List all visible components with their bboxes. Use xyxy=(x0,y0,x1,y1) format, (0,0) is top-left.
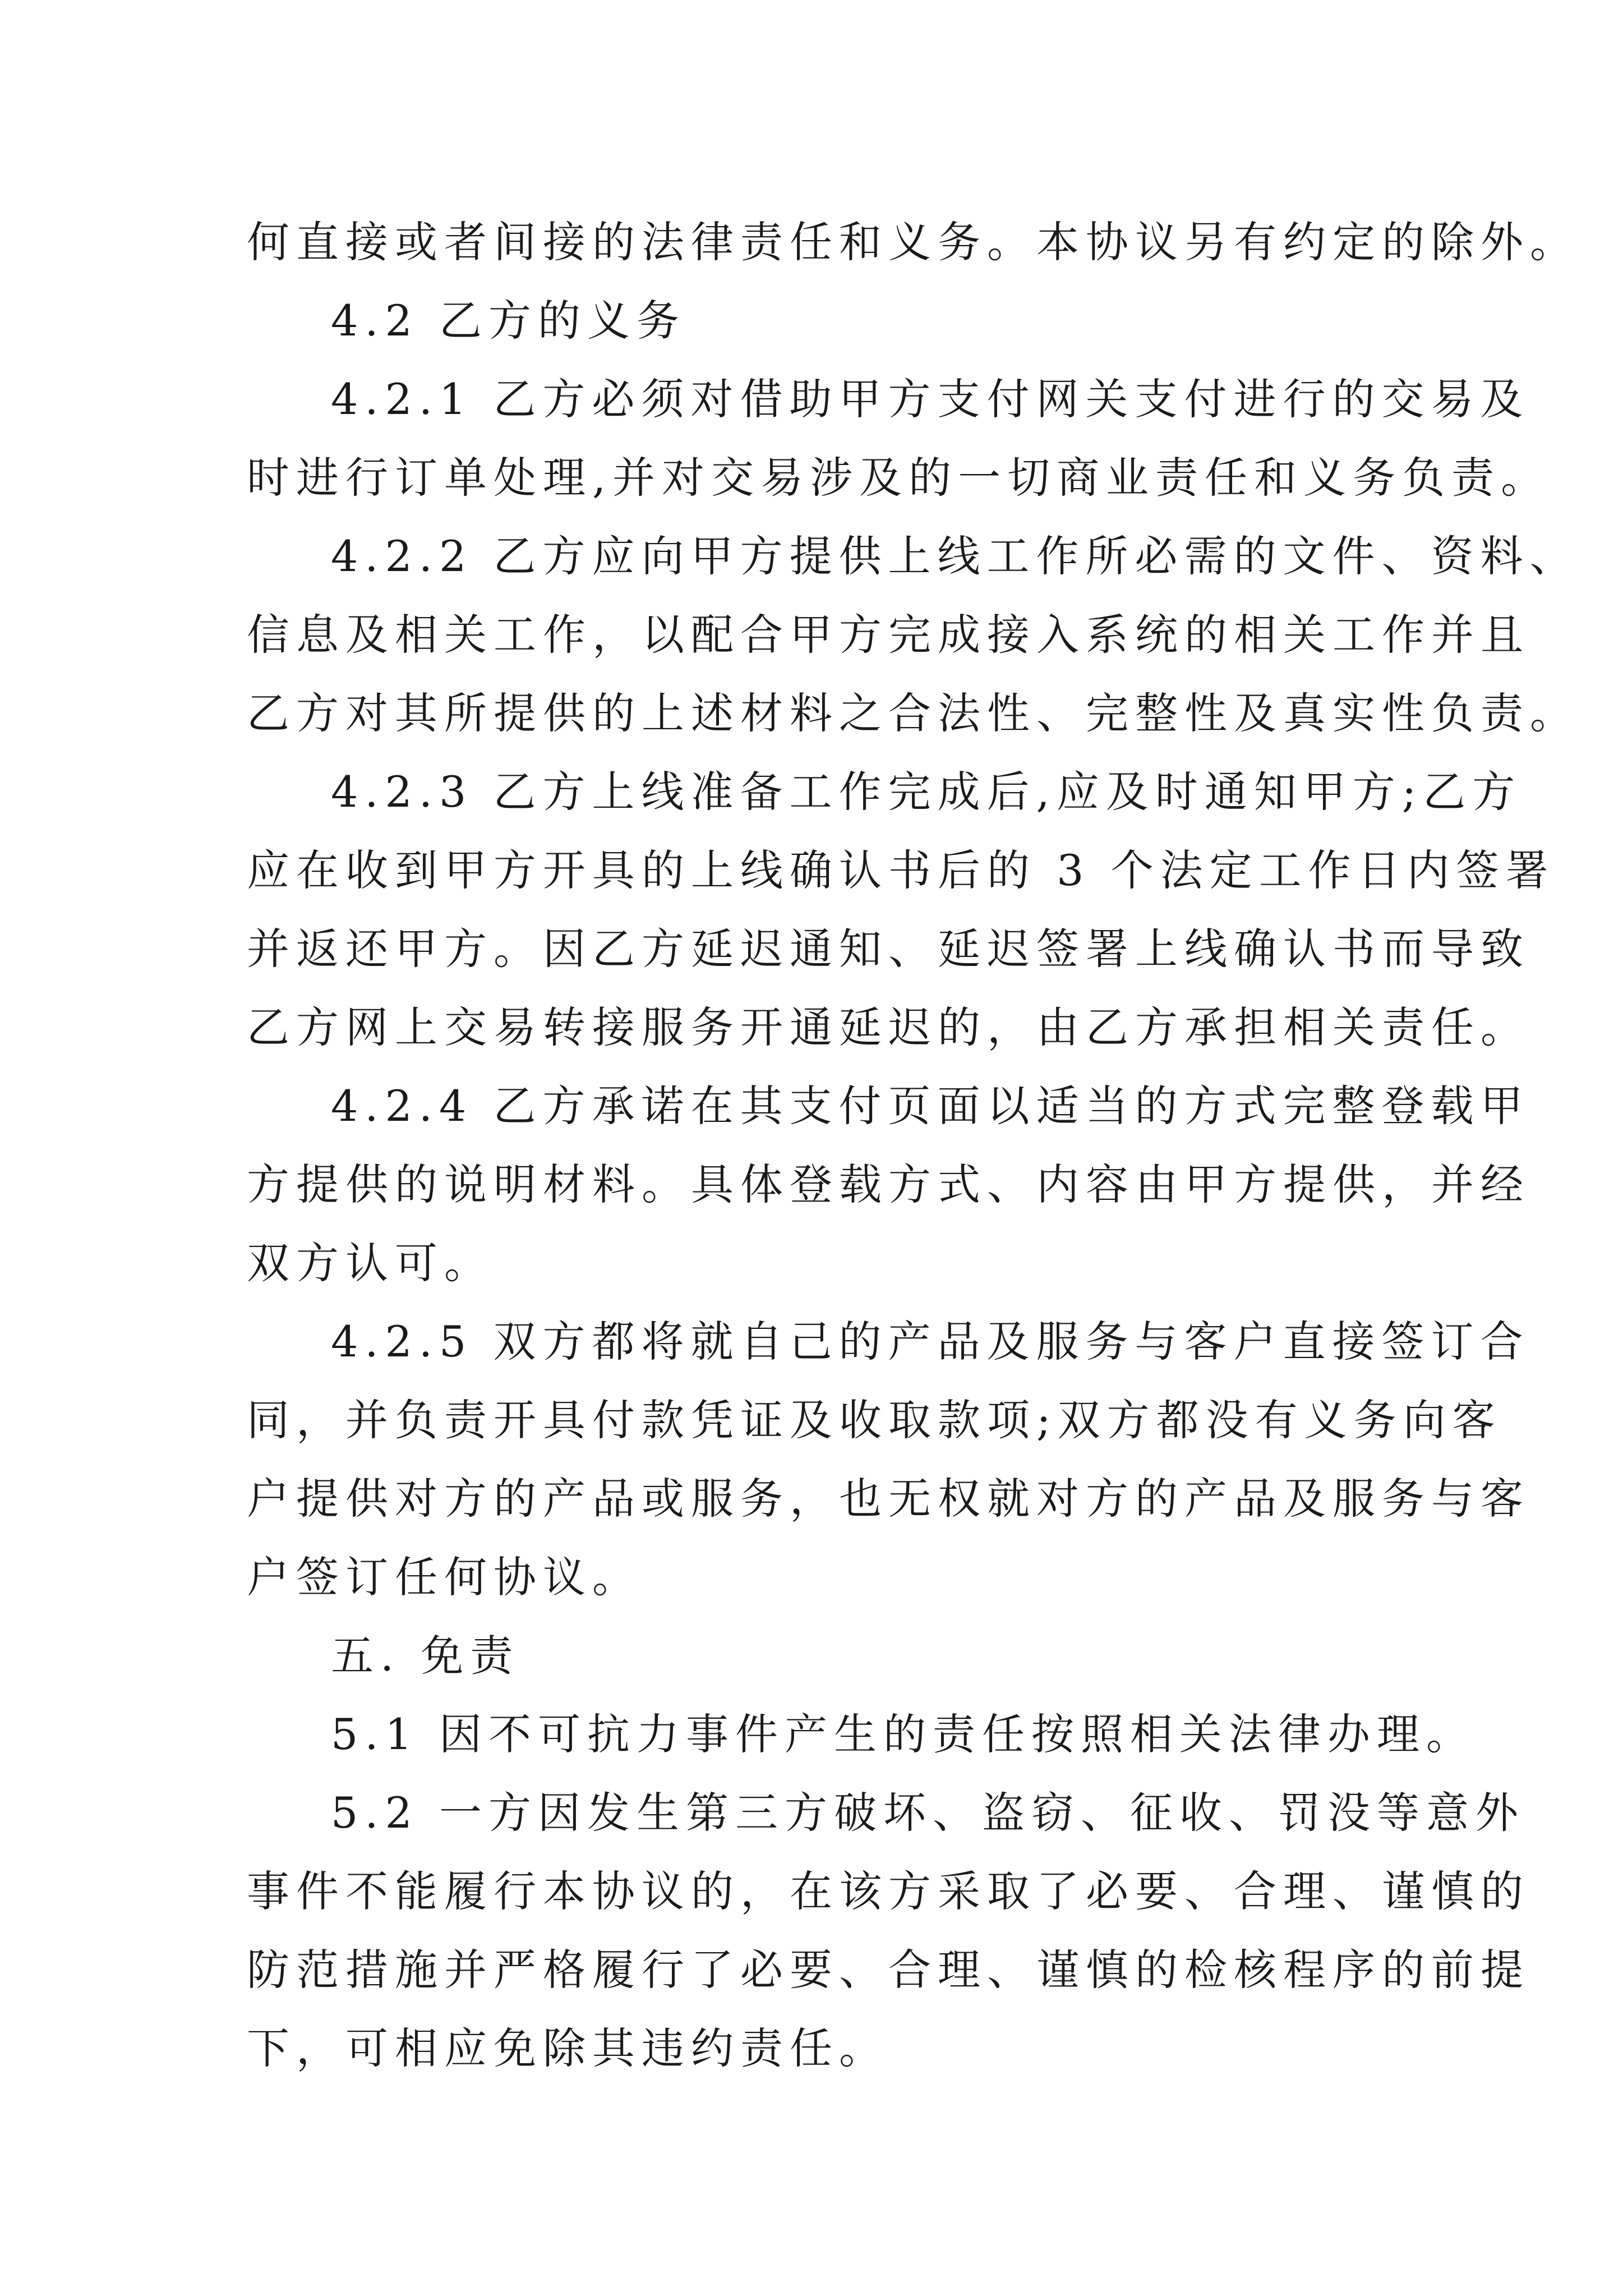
clause-4-2-2-line-3: 乙方对其所提供的上述材料之合法性、完整性及真实性负责。 xyxy=(247,688,1579,738)
clause-4-2-3-line-2: 应在收到甲方开具的上线确认书后的 3 个法定工作日内签署 xyxy=(247,845,1555,895)
clause-4-2-3-line-1: 4.2.3 乙方上线准备工作完成后,应及时通知甲方;乙方 xyxy=(331,767,1522,817)
clause-4-2-5-line-1: 4.2.5 双方都将就自己的产品及服务与客户直接签订合 xyxy=(331,1317,1530,1366)
clause-4-2-5-line-2: 同，并负责开具付款凭证及收取款项;双方都没有义务向客 xyxy=(247,1395,1502,1445)
clause-5-2-line-2: 事件不能履行本协议的，在该方采取了必要、合理、谨慎的 xyxy=(247,1866,1530,1916)
clause-5-2-line-4: 下，可相应免除其违约责任。 xyxy=(247,2023,888,2073)
clause-5-1: 5.1 因不可抗力事件产生的责任按照相关法律办理。 xyxy=(331,1709,1476,1759)
clause-4-2-5-line-4: 户签订任何协议。 xyxy=(247,1552,642,1602)
clause-5-2-line-1: 5.2 一方因发生第三方破坏、盗窃、征收、罚没等意外 xyxy=(331,1788,1525,1838)
clause-4-2-1-line-2: 时进行订单处理,并对交易涉及的一切商业责任和义务负责。 xyxy=(247,453,1551,503)
clause-4-2-2-line-2: 信息及相关工作，以配合甲方完成接入系统的相关工作并且 xyxy=(247,610,1530,660)
section-heading-5: 五. 免责 xyxy=(331,1631,520,1681)
section-heading-4-2: 4.2 乙方的义务 xyxy=(331,296,686,346)
clause-4-2-1-line-1: 4.2.1 乙方必须对借助甲方支付网关支付进行的交易及 xyxy=(331,374,1530,424)
text-line-1: 何直接或者间接的法律责任和义务。本协议另有约定的除外。 xyxy=(247,217,1579,267)
document-body xyxy=(247,203,1579,2088)
clause-4-2-4-line-2: 方提供的说明材料。具体登载方式、内容由甲方提供，并经 xyxy=(247,1159,1530,1209)
clause-4-2-4-line-1: 4.2.4 乙方承诺在其支付页面以适当的方式完整登载甲 xyxy=(331,1081,1530,1131)
clause-4-2-2-line-1: 4.2.2 乙方应向甲方提供上线工作所必需的文件、资料、 xyxy=(331,531,1579,581)
clause-4-2-5-line-3: 户提供对方的产品或服务，也无权就对方的产品及服务与客 xyxy=(247,1474,1530,1524)
clause-4-2-3-line-4: 乙方网上交易转接服务开通延迟的，由乙方承担相关责任。 xyxy=(247,1002,1530,1052)
clause-5-2-line-3: 防范措施并严格履行了必要、合理、谨慎的检核程序的前提 xyxy=(247,1945,1530,1995)
clause-4-2-4-line-3: 双方认可。 xyxy=(247,1238,494,1288)
clause-4-2-3-line-3: 并返还甲方。因乙方延迟通知、延迟签署上线确认书而导致 xyxy=(247,924,1530,974)
